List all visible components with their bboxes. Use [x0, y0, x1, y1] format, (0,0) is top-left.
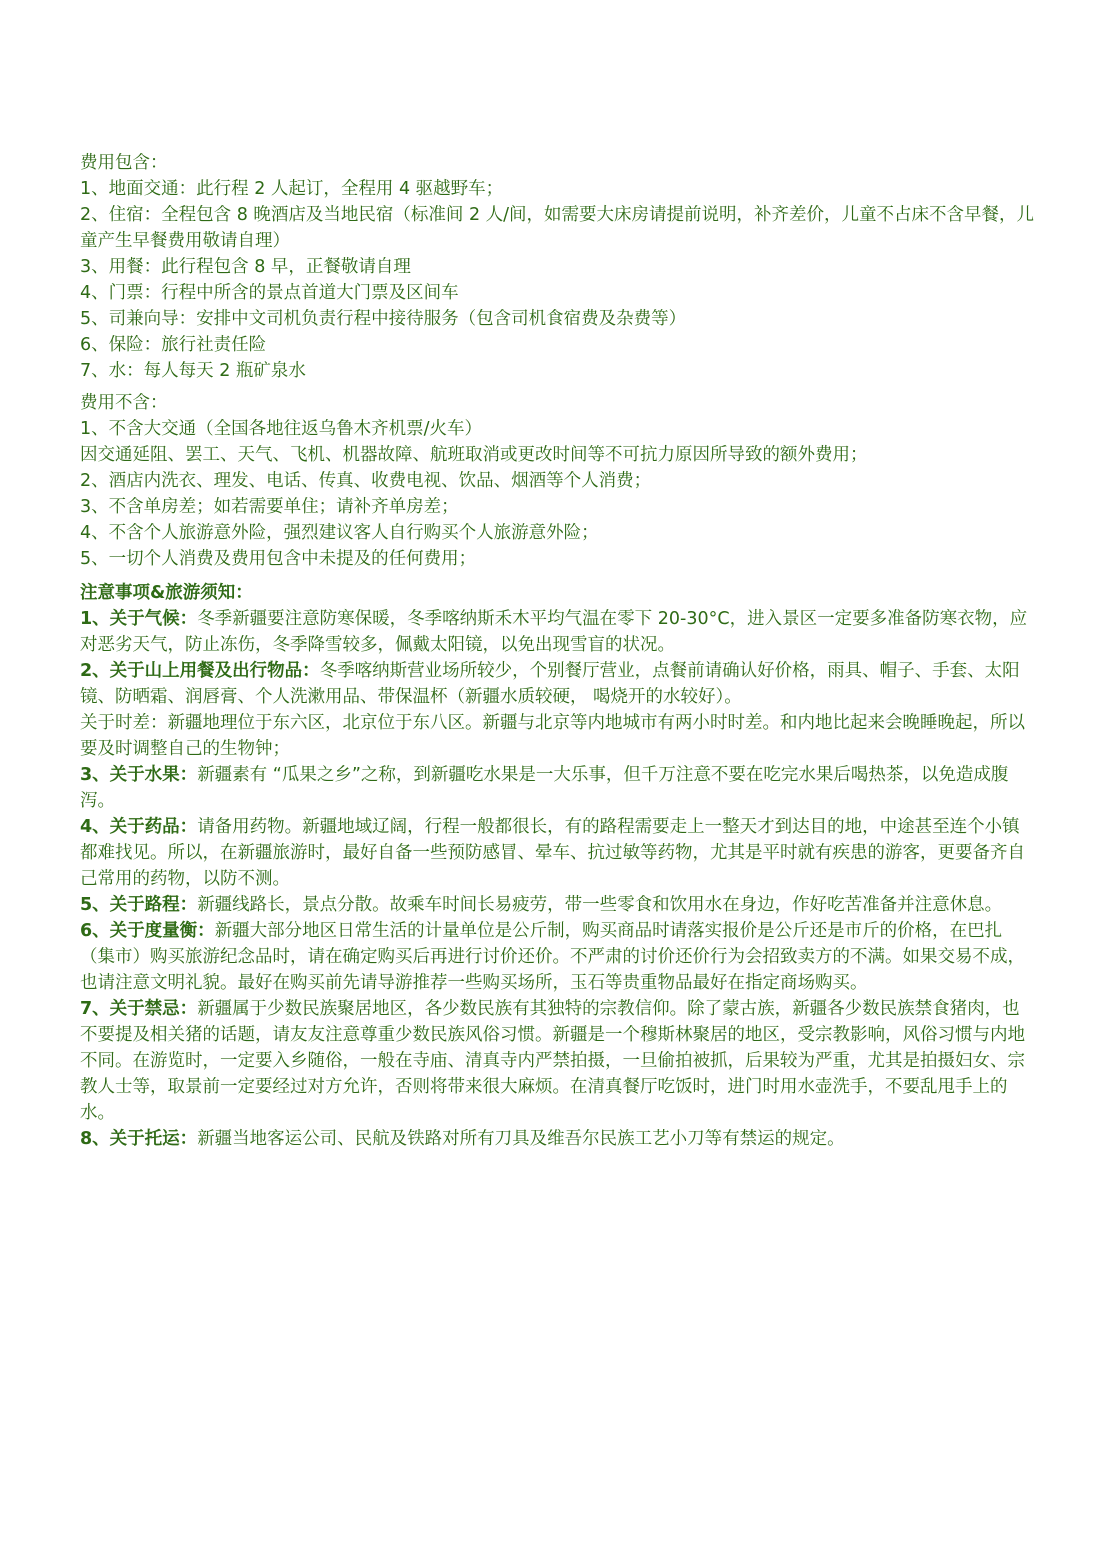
notice-item — [80, 762, 1036, 814]
notice-item — [80, 710, 1036, 762]
notice-item-text: 关于时差：新疆地理位于东六区，北京位于东八区。新疆与北京等内地城市有两小时时差。和内地比起来会晚睡晚起，所以要及时调整自己的生物钟； — [80, 713, 1025, 759]
excluded-list — [80, 416, 1036, 572]
notice-item-head: 1、关于气候： — [80, 609, 198, 629]
document-page — [80, 150, 1036, 1152]
notice-item-text: 新疆素有 “瓜果之乡”之称，到新疆吃水果是一大乐事，但千万注意不要在吃完水果后喝热茶，以免造成腹泻。 — [80, 765, 1009, 811]
notice-item-text: 请备用药物。新疆地域辽阔，行程一般都很长，有的路程需要走上一整天才到达目的地，中途甚至连个小镇都难找见。所以，在新疆旅游时，最好自备一些预防感冒、晕车、抗过敏等药物，尤其是平时就有疾患的游客，更要备齐自己常用的药物，以防不测。 — [80, 817, 1025, 889]
included-item: 5、司兼向导：安排中文司机负责行程中接待服务（包含司机食宿费及杂费等） — [80, 309, 687, 329]
notice-item-head: 3、关于水果： — [80, 765, 198, 785]
included-list — [80, 176, 1036, 384]
notice-item-head: 8、关于托运： — [80, 1129, 198, 1149]
notice-item-text: 冬季喀纳斯营业场所较少，个别餐厅营业，点餐前请确认好价格，雨具、帽子、手套、太阳镜、防晒霜、润唇膏、个人洗漱用品、带保温杯（新疆水质较硬， 喝烧开的水较好）。 — [80, 661, 1020, 707]
notice-item — [80, 814, 1036, 892]
included-title: 费用包含： — [80, 153, 168, 173]
included-item: 3、用餐：此行程包含 8 早，正餐敬请自理 — [80, 257, 411, 277]
notice-list — [80, 606, 1036, 1152]
notice-title: 注意事项&旅游须知： — [80, 583, 253, 603]
notice-item-text: 新疆线路长，景点分散。故乘车时间长易疲劳，带一些零食和饮用水在身边，作好吃苦准备并注意休息。 — [197, 895, 1003, 915]
excluded-item: 4、不含个人旅游意外险，强烈建议客人自行购买个人旅游意外险； — [80, 523, 599, 543]
notice-item — [80, 996, 1036, 1126]
notice-item — [80, 892, 1036, 918]
excluded-item: 2、酒店内洗衣、理发、电话、传真、收费电视、饮品、烟酒等个人消费； — [80, 471, 652, 491]
included-item: 7、水：每人每天 2 瓶矿泉水 — [80, 361, 306, 381]
included-item: 4、门票：行程中所含的景点首道大门票及区间车 — [80, 283, 459, 303]
notice-item — [80, 918, 1036, 996]
notice-item-text: 新疆当地客运公司、民航及铁路对所有刀具及维吾尔民族工艺小刀等有禁运的规定。 — [197, 1129, 845, 1149]
excluded-item: 5、一切个人消费及费用包含中未提及的任何费用； — [80, 549, 477, 569]
included-item: 6、保险：旅行社责任险 — [80, 335, 267, 355]
excluded-item: 1、不含大交通（全国各地往返乌鲁木齐机票/火车） — [80, 419, 483, 439]
notice-item-head: 4、关于药品： — [80, 817, 198, 837]
excluded-item: 3、不含单房差；如若需要单住；请补齐单房差； — [80, 497, 459, 517]
notice-item-text: 新疆大部分地区日常生活的计量单位是公斤制，购买商品时请落实报价是公斤还是市斤的价格，在巴扎（集市）购买旅游纪念品时，请在确定购买后再进行讨价还价。不严肃的讨价还价行为会招致卖方的不满。如果交易不成，也请注意文明礼貌。最好在购买前先请导游推荐一些购买场所，玉石等贵重物品最好在指定商场购买。 — [80, 921, 1025, 993]
notice-item-head: 7、关于禁忌： — [80, 999, 198, 1019]
notice-item-text: 新疆属于少数民族聚居地区，各少数民族有其独特的宗教信仰。除了蒙古族，新疆各少数民族禁食猪肉，也不要提及相关猪的话题，请友友注意尊重少数民族风俗习惯。新疆是一个穆斯林聚居的地区，受宗教影响，风俗习惯与内地不同。在游览时，一定要入乡随俗，一般在寺庙、清真寺内严禁拍摄，一旦偷拍被抓，后果较为严重，尤其是拍摄妇女、宗教人士等，取景前一定要经过对方允许，否则将带来很大麻烦。在清真餐厅吃饭时，进门时用水壶洗手，不要乱甩手上的水。 — [80, 999, 1025, 1123]
excluded-title: 费用不含： — [80, 393, 168, 413]
included-item: 2、住宿：全程包含 8 晚酒店及当地民宿（标准间 2 人/间，如需要大床房请提前说明，补齐差价，儿童不占床不含早餐，儿童产生早餐费用敬请自理） — [80, 205, 1035, 251]
notice-item — [80, 606, 1036, 658]
notice-item-head: 5、关于路程： — [80, 895, 198, 915]
included-item: 1、地面交通：此行程 2 人起订，全程用 4 驱越野车； — [80, 179, 504, 199]
notice-item-text: 冬季新疆要注意防寒保暖，冬季喀纳斯禾木平均气温在零下 20-30°C，进入景区一定要多准备防寒衣物，应对恶劣天气，防止冻伤，冬季降雪较多，佩戴太阳镜，以免出现雪盲的状况。 — [80, 609, 1028, 655]
notice-item-head: 6、关于度量衡： — [80, 921, 215, 941]
notice-item — [80, 658, 1036, 710]
excluded-item: 因交通延阻、罢工、天气、飞机、机器故障、航班取消或更改时间等不可抗力原因所导致的额外费用； — [80, 445, 868, 465]
notice-item — [80, 1126, 1036, 1152]
notice-item-head: 2、关于山上用餐及出行物品： — [80, 661, 320, 681]
